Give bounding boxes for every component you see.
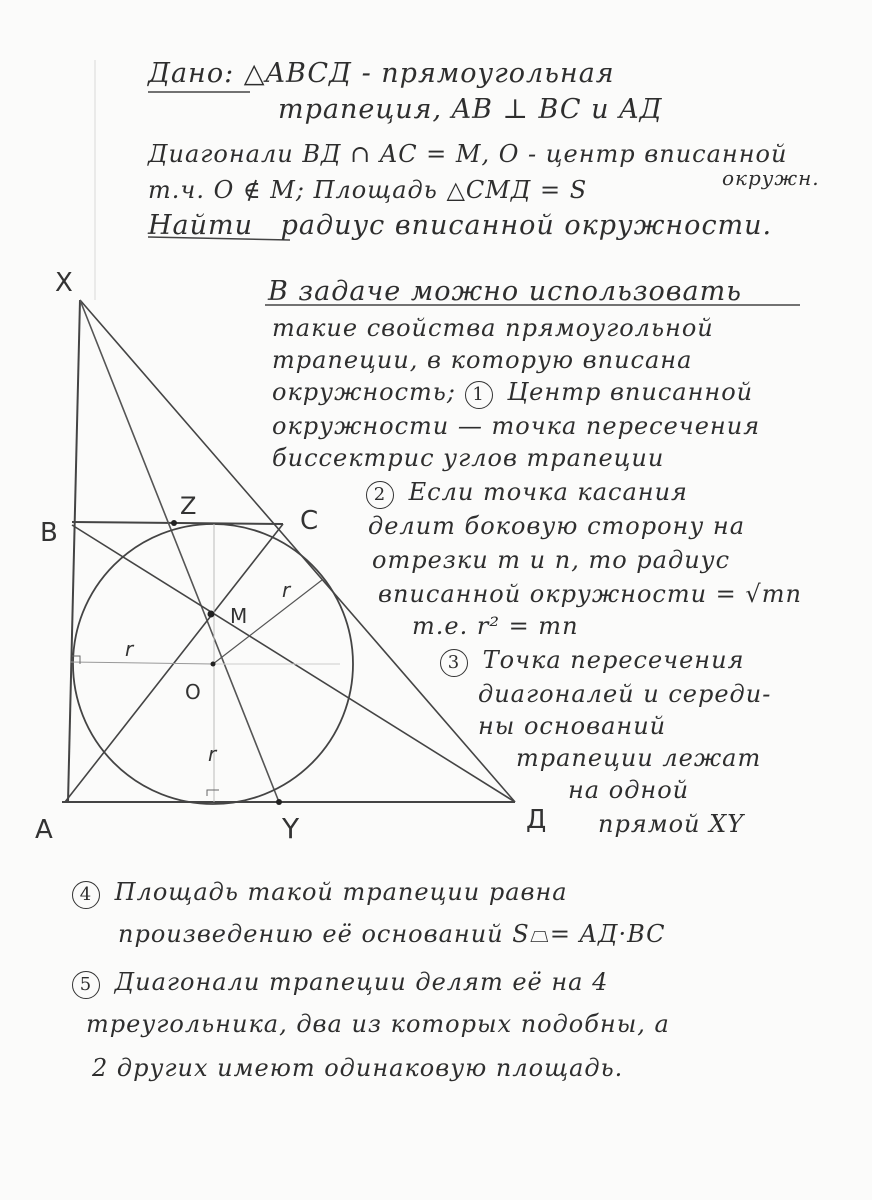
property-3-text-3: ны оснований bbox=[478, 712, 667, 740]
property-5-text-1: Диагонали трапеции делят её на 4 bbox=[114, 968, 609, 996]
find-block bbox=[148, 210, 772, 241]
given-line-4: т.ч. O ∉ M; Площадь △CMД = S bbox=[148, 176, 588, 204]
property-3-text-5: на одной bbox=[568, 776, 690, 804]
label-M: M bbox=[230, 604, 248, 628]
property-3-text-1: Точка пересечения bbox=[482, 646, 745, 674]
label-X: X bbox=[55, 268, 73, 298]
property-1-number: 1 bbox=[465, 381, 493, 409]
given-block bbox=[148, 58, 615, 89]
point-Z bbox=[171, 520, 177, 526]
property-4-number: 4 bbox=[72, 881, 100, 909]
property-5-text-2: треугольника, два из которых подобны, а bbox=[86, 1010, 670, 1038]
property-5-text-3: 2 других имеют одинаковую площадь. bbox=[92, 1054, 624, 1082]
property-3-text-6: прямой XY bbox=[598, 810, 745, 838]
find-label: Найти bbox=[148, 210, 254, 241]
property-3-number: 3 bbox=[440, 649, 468, 677]
line-BC bbox=[72, 522, 283, 524]
property-1-line-1 bbox=[272, 378, 753, 409]
label-Z: Z bbox=[180, 492, 197, 520]
property-1-text-3: биссектрис углов трапеции bbox=[272, 444, 665, 472]
property-2-text-4: вписанной окружности = √mn bbox=[378, 580, 802, 608]
given-line-1: △ABCД - прямоугольная bbox=[243, 58, 615, 89]
property-4-text-2: произведению её оснований S⏢= AД·BC bbox=[118, 920, 666, 948]
point-O bbox=[211, 662, 216, 667]
property-3-text-4: трапеции лежат bbox=[516, 744, 762, 772]
label-r-side: r bbox=[282, 578, 291, 602]
given-line-3-note: окружн. bbox=[722, 166, 820, 190]
property-2-text-3: отрезки m и n, то радиус bbox=[372, 546, 731, 574]
line-XY bbox=[80, 300, 279, 802]
property-4-text-1: Площадь такой трапеции равна bbox=[114, 878, 568, 906]
label-C: C bbox=[300, 506, 319, 536]
property-2-text-1: Если точка касания bbox=[408, 478, 688, 506]
property-5-line-1 bbox=[72, 968, 608, 999]
properties-intro-3: окружность; bbox=[272, 378, 456, 406]
label-O: O bbox=[185, 680, 201, 704]
property-5-number: 5 bbox=[72, 971, 100, 999]
find-text: радиус вписанной окружности. bbox=[280, 210, 773, 241]
point-M bbox=[208, 611, 215, 618]
properties-intro-1: такие свойства прямоугольной bbox=[272, 314, 714, 342]
property-2-line-1 bbox=[366, 478, 688, 509]
given-line-2: трапеция, AB ⊥ BC и AД bbox=[278, 94, 663, 125]
property-1-text-2: окружности — точка пересечения bbox=[272, 412, 761, 440]
radius-left bbox=[70, 662, 213, 664]
line-AX bbox=[68, 300, 80, 802]
property-3-text-2: диагоналей и середи- bbox=[478, 680, 772, 708]
property-1-text-1: Центр вписанной bbox=[507, 378, 754, 406]
property-2-text-2: делит боковую сторону на bbox=[368, 512, 746, 540]
property-4-line-1 bbox=[72, 878, 568, 909]
property-2-text-5: т.е. r² = mn bbox=[412, 612, 579, 640]
given-label: Дано: bbox=[148, 58, 235, 89]
property-3-line-1 bbox=[440, 646, 744, 677]
label-B: B bbox=[40, 518, 58, 548]
label-r-left: r bbox=[125, 637, 134, 661]
point-Y bbox=[276, 799, 282, 805]
given-line-3: Диагонали BД ∩ AC = M, O - центр вписанной bbox=[148, 140, 788, 168]
label-r-bottom: r bbox=[208, 742, 217, 766]
label-D: Д bbox=[526, 805, 547, 835]
properties-heading: В задаче можно использовать bbox=[268, 276, 742, 307]
label-Y: Y bbox=[282, 812, 300, 845]
property-2-number: 2 bbox=[366, 481, 394, 509]
properties-intro-2: трапеции, в которую вписана bbox=[272, 346, 693, 374]
label-A: A bbox=[35, 815, 53, 845]
